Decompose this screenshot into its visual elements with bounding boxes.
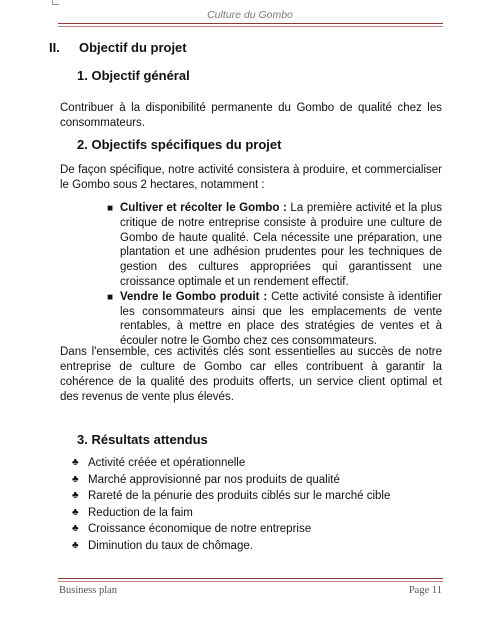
result-text: Reduction de la faim <box>88 506 193 519</box>
list-item <box>72 521 390 538</box>
square-bullet-icon: ■ <box>107 291 114 303</box>
section-number: II. <box>49 40 60 55</box>
expected-results-list <box>72 455 390 555</box>
header-rule-secondary <box>58 26 443 27</box>
club-bullet-icon: ♣ <box>72 473 79 485</box>
club-bullet-icon: ♣ <box>72 490 79 502</box>
footer-document-name: Business plan <box>59 585 118 596</box>
club-bullet-icon: ♣ <box>72 457 79 468</box>
result-text: Diminution du taux de chômage. <box>88 539 253 552</box>
list-item <box>72 455 390 472</box>
list-item <box>107 201 442 290</box>
specific-objectives-intro: De façon spécifique, notre activité consistera à produire, et commercialiser le Gombo sous 2 hectares, notamment : <box>60 164 442 191</box>
result-text: Activité créée et opérationnelle <box>88 457 246 469</box>
section-title-text: Objectif du projet <box>79 40 187 55</box>
club-bullet-icon: ♣ <box>72 539 79 551</box>
subheading-general-objective: 1. Objectif général <box>77 68 190 83</box>
result-text: Marché approvisionné par nos produits de qualité <box>88 473 340 486</box>
footer-page-number: Page 11 <box>408 585 442 596</box>
list-item <box>72 488 390 505</box>
header-rule <box>58 23 443 24</box>
square-bullet-icon: ■ <box>107 203 114 214</box>
header-title: Culture du Gombo <box>207 9 293 21</box>
page-corner-mark <box>52 0 59 5</box>
list-item-text: Cette activité consiste à identifier les consommateurs ainsi que les emplacements de vente rentables, à mettre en place des stratégies de ventes et à écouler notre le Gombo chez ces consommateurs. <box>120 290 442 348</box>
specific-objectives-list <box>107 201 442 349</box>
list-item <box>72 505 390 522</box>
result-text: Croissance économique de notre entreprise <box>88 523 312 536</box>
general-objective-text: Contribuer à la disponibilité permanente du Gombo de qualité chez les consommateurs. <box>60 102 442 129</box>
list-item <box>107 290 442 349</box>
list-item <box>72 472 390 489</box>
specific-objectives-conclusion: Dans l'ensemble, ces activités clés sont essentielles au succès de notre entreprise de culture de Gombo car elles contribuent à garantir la cohérence de la qualité des produits offerts, un service client optimal et des revenus de vente plus élevés. <box>60 346 442 403</box>
list-item-text: La première activité et la plus critique de notre entreprise consiste à produire une culture de Gombo de haute qualité. Cela nécessite une préparation, une plantation et une adhésion prudentes pour les techniques de gestion des cultures appropriées qui garantissent une croissance optimale et un rendement effectif. <box>120 202 442 288</box>
footer-rule-secondary <box>58 581 443 582</box>
list-item <box>72 538 390 555</box>
club-bullet-icon: ♣ <box>72 523 79 535</box>
list-item-lead: Cultiver et récolter le Gombo : <box>120 202 287 214</box>
subheading-specific-objectives: 2. Objectifs spécifiques du projet <box>77 137 282 152</box>
footer-rule <box>58 578 443 579</box>
section-title <box>49 40 187 55</box>
list-item-lead: Vendre le Gombo produit : <box>120 290 268 303</box>
result-text: Rareté de la pénurie des produits ciblés sur le marché cible <box>88 490 391 503</box>
club-bullet-icon: ♣ <box>72 506 79 518</box>
subheading-expected-results: 3. Résultats attendus <box>77 432 208 447</box>
